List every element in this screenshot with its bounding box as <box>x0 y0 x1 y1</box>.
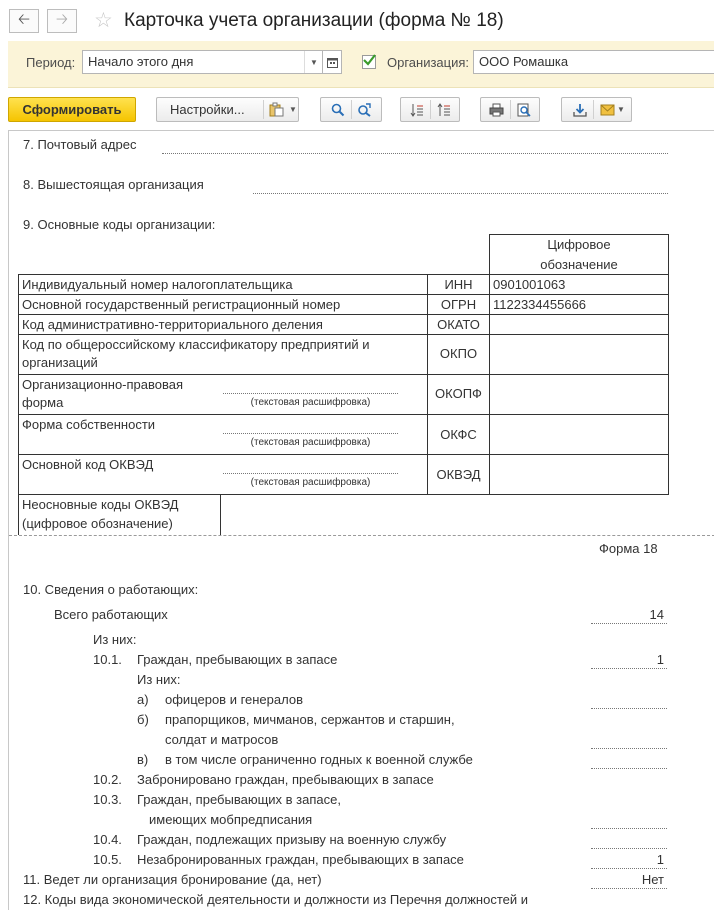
table-row-label: Код административно-территориального деления <box>22 317 323 332</box>
value-line <box>591 848 667 849</box>
item-10-label: 10. Сведения о работающих: <box>23 582 199 597</box>
of-them-label: Из них: <box>93 632 137 647</box>
text-decode-line <box>223 393 398 394</box>
forward-button[interactable] <box>47 9 77 33</box>
of-them-label-2: Из них: <box>137 672 181 687</box>
page-break <box>9 535 714 536</box>
value-line <box>591 708 667 709</box>
table-row-label: Неосновные коды ОКВЭД <box>22 497 179 512</box>
table-row-code: ОКОПФ <box>435 386 482 401</box>
favorite-star-icon[interactable]: ☆ <box>94 9 113 32</box>
table-row-code: ОКПО <box>439 346 478 361</box>
item-9-label: 9. Основные коды организации: <box>23 217 216 232</box>
table-row-label: Организационно-правовая <box>22 377 184 392</box>
table-row-code: ОКВЭД <box>436 467 481 482</box>
table-row-label: Форма собственности <box>22 417 156 432</box>
period-select[interactable] <box>82 50 324 74</box>
divider <box>510 100 511 119</box>
item-11-label: 11. Ведет ли организация бронирование (да, нет) <box>23 872 322 887</box>
save-download-icon[interactable] <box>568 99 592 121</box>
search-group <box>320 97 382 122</box>
organization-label: Организация: <box>387 55 470 70</box>
table-line <box>18 294 669 295</box>
table-line <box>18 414 669 415</box>
divider <box>351 100 352 119</box>
table-line <box>18 314 669 315</box>
item-7-line <box>162 153 668 154</box>
table-line <box>18 494 669 495</box>
row-10-5-value: 1 <box>656 852 664 867</box>
item-7-label: 7. Почтовый адрес <box>23 137 137 152</box>
row-b-label-1: прапорщиков, мичманов, сержантов и старшин, <box>165 712 455 727</box>
table-row-label: организаций <box>22 355 98 370</box>
item-12-label: 12. Коды вида экономической деятельности и должности из Перечня должностей и <box>23 892 528 907</box>
chevron-down-icon[interactable]: ▼ <box>289 105 297 114</box>
arrow-right-icon: 🡢 <box>55 10 69 28</box>
table-line <box>489 234 669 235</box>
item-8-line <box>253 193 668 194</box>
table-row-label: форма <box>22 395 64 410</box>
divider <box>593 100 594 119</box>
text-decode-line <box>223 473 398 474</box>
table-row-label: Индивидуальный номер налогоплательщика <box>22 277 293 292</box>
table-row-label: Основной код ОКВЭД <box>22 457 154 472</box>
value-line <box>591 748 667 749</box>
form-number-label: Форма 18 <box>599 541 658 556</box>
page-title: Карточка учета организации (форма № 18) <box>124 10 504 31</box>
settings-button[interactable] <box>156 97 299 122</box>
divider <box>263 100 264 119</box>
divider <box>430 100 431 119</box>
calendar-icon <box>327 57 338 68</box>
row-v-letter: в) <box>137 752 149 767</box>
checkmark-icon <box>362 53 376 67</box>
value-line <box>591 888 667 889</box>
group-buttons <box>400 97 460 122</box>
calendar-button[interactable] <box>322 50 342 74</box>
table-row-label: (цифровое обозначение) <box>22 516 173 531</box>
row-10-1-label: Граждан, пребывающих в запасе <box>137 652 338 667</box>
value-line <box>591 828 667 829</box>
report-area[interactable] <box>8 130 714 910</box>
row-10-2-label: Забронировано граждан, пребывающих в запасе <box>137 772 434 787</box>
organization-checkbox[interactable] <box>362 55 376 69</box>
search-next-icon[interactable] <box>353 99 377 121</box>
generate-button[interactable]: Сформировать <box>8 97 136 122</box>
period-value: Начало этого дня <box>88 54 194 69</box>
period-label: Период: <box>26 55 76 70</box>
item-11-value: Нет <box>641 872 664 887</box>
value-line <box>591 623 667 624</box>
row-10-5-label: Незабронированных граждан, пребывающих в запасе <box>137 852 464 867</box>
table-row-code: ИНН <box>444 277 473 292</box>
row-10-3-label-2: имеющих мобпредписания <box>149 812 313 827</box>
export-group <box>561 97 632 122</box>
row-10-3-number: 10.3. <box>93 792 122 807</box>
print-preview-icon[interactable] <box>512 99 536 121</box>
row-10-1-value: 1 <box>656 652 664 667</box>
text-decode-hint: (текстовая расшифровка) <box>250 477 371 488</box>
search-icon[interactable] <box>326 99 350 121</box>
value-line <box>591 868 667 869</box>
table-row-value: 1122334455666 <box>493 297 587 312</box>
text-decode-hint: (текстовая расшифровка) <box>250 397 371 408</box>
value-line <box>591 668 667 669</box>
row-a-letter: а) <box>137 692 149 707</box>
value-line <box>591 768 667 769</box>
row-a-label: офицеров и генералов <box>165 692 303 707</box>
expand-groups-icon[interactable] <box>405 99 429 121</box>
total-workers-value: 14 <box>649 607 664 622</box>
table-line <box>18 274 669 275</box>
table-row-label: Основной государственный регистрационный номер <box>22 297 341 312</box>
row-b-label-2: солдат и матросов <box>165 732 279 747</box>
table-row-value: 0901001063 <box>493 277 566 292</box>
table-line <box>18 334 669 335</box>
collapse-groups-icon[interactable] <box>432 99 456 121</box>
row-10-1-number: 10.1. <box>93 652 122 667</box>
table-row-code: ОКАТО <box>437 317 480 332</box>
table-row-label: Код по общероссийскому классификатору предприятий и <box>22 337 370 352</box>
table-row-code: ОГРН <box>440 297 477 312</box>
row-b-letter: б) <box>137 712 149 727</box>
chevron-down-icon[interactable]: ▼ <box>617 105 625 114</box>
back-button[interactable] <box>9 9 39 33</box>
organization-value: ООО Ромашка <box>479 54 569 69</box>
total-workers-label: Всего работающих <box>54 607 168 622</box>
settings-label: Настройки... <box>170 102 245 117</box>
table-row-code: ОКФС <box>440 427 477 442</box>
text-decode-hint: (текстовая расшифровка) <box>250 437 371 448</box>
table-line <box>220 494 221 535</box>
chevron-down-icon[interactable]: ▼ <box>304 51 323 73</box>
text-decode-line <box>223 433 398 434</box>
filter-panel <box>8 41 714 88</box>
row-10-2-number: 10.2. <box>93 772 122 787</box>
print-group <box>480 97 540 122</box>
row-10-5-number: 10.5. <box>93 852 122 867</box>
codes-header-line1: Цифровое <box>547 237 611 252</box>
table-line <box>18 374 669 375</box>
email-icon[interactable] <box>595 99 619 121</box>
organization-field[interactable] <box>473 50 714 74</box>
print-icon[interactable] <box>485 99 509 121</box>
row-10-4-number: 10.4. <box>93 832 122 847</box>
codes-header-line2: обозначение <box>540 257 618 272</box>
row-10-4-label: Граждан, подлежащих призыву на военную службу <box>137 832 447 847</box>
row-v-label: в том числе ограниченно годных к военной службе <box>165 752 473 767</box>
arrow-left-icon: 🡠 <box>17 10 31 28</box>
item-8-label: 8. Вышестоящая организация <box>23 177 204 192</box>
variants-icon[interactable] <box>265 99 289 121</box>
table-line <box>18 454 669 455</box>
row-10-3-label-1: Граждан, пребывающих в запасе, <box>137 792 341 807</box>
